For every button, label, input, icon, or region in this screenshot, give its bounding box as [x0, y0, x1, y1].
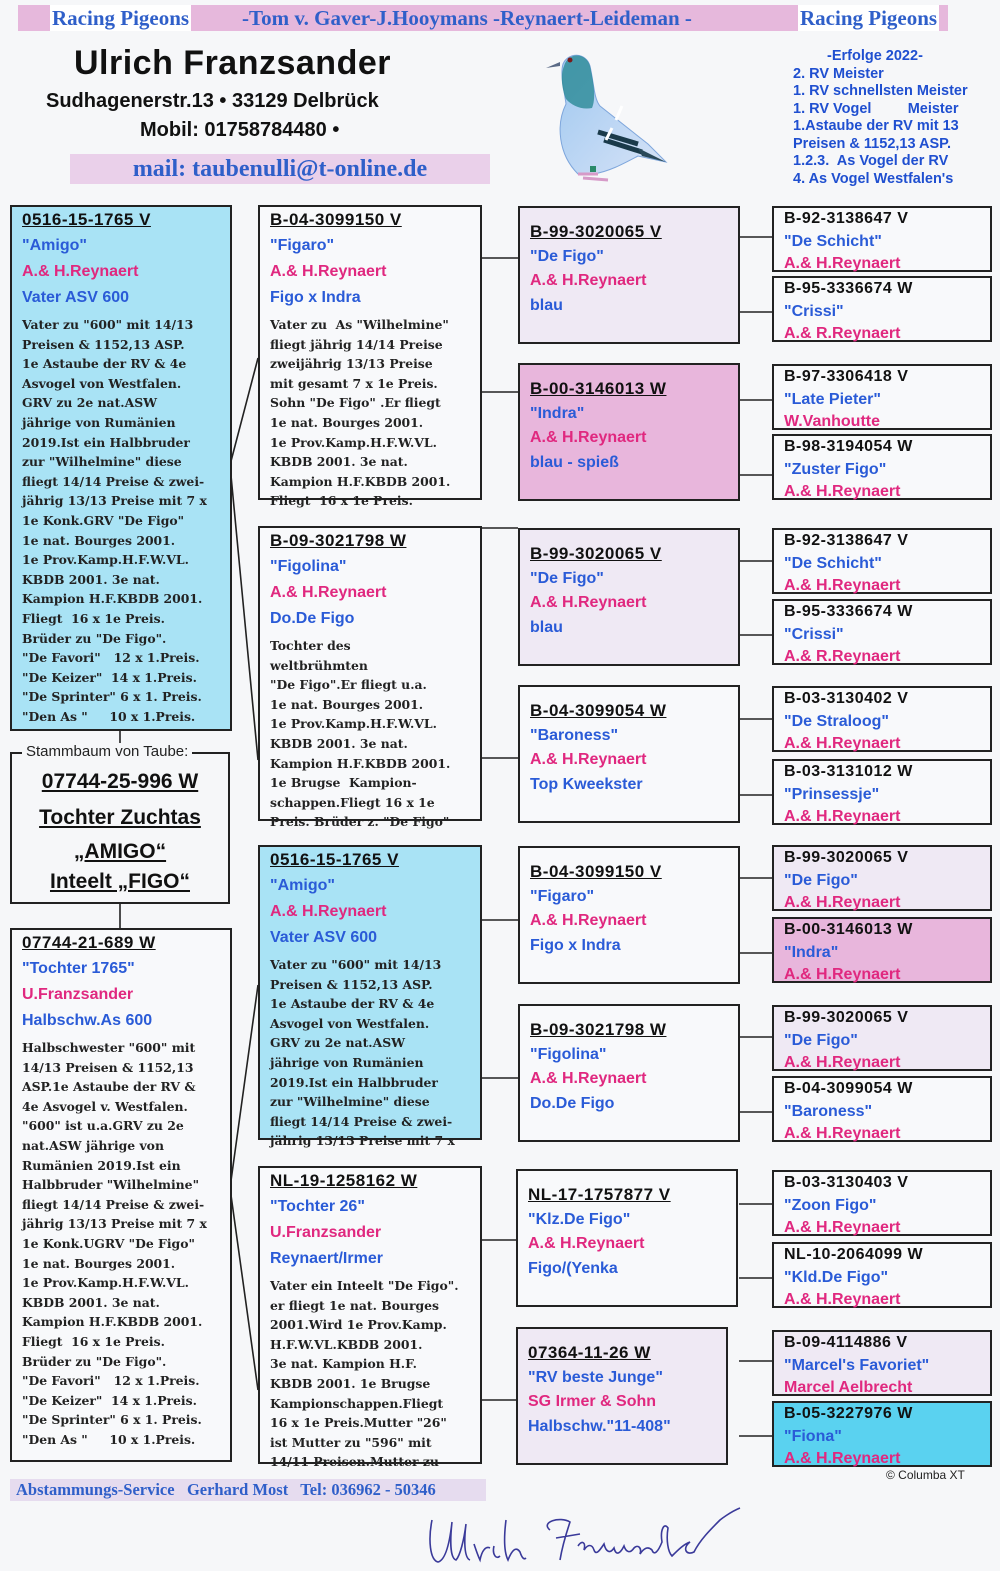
- ring-number: 07744-21-689 W: [22, 933, 156, 952]
- ring-number: 0516-15-1765 V: [22, 210, 151, 229]
- ring-number: B-99-3020065 V: [530, 222, 662, 241]
- ancestor-card[interactable]: [772, 845, 992, 911]
- ring-number: NL-17-1757877 V: [528, 1185, 671, 1204]
- breeder: A.& H.Reynaert: [270, 263, 387, 280]
- subject-line-3: Inteelt „FIGO“: [49, 870, 190, 893]
- great-grandparent-card[interactable]: [516, 1327, 728, 1465]
- performance-text: Vater zu "600" mit 14/13 Preisen & 1152,13 ASP. 1e Astaube der RV & 4e Asvogel von Westfalen. GRV zu 2e nat.ASW jährige von Rumänien 2019.Ist ein Halbbruder zur "Wilhelmine" diese fliegt 14/14 Preise & zwei- jährig 13/13 Preise mit 7 x: [270, 957, 455, 1149]
- description: Vater ASV 600: [22, 289, 130, 306]
- description: Halbschw.As 600: [22, 1012, 153, 1029]
- connector-line: [230, 985, 258, 1390]
- pigeon-name: "Klz.De Figo": [528, 1210, 631, 1228]
- pigeon-name: "Tochter 1765": [22, 960, 135, 977]
- performance-text: Tochter des weltbrühmten "De Figo".Er fliegt u.a. 1e nat. Bourges 2001. 1e Prov.Kamp.H.F.W.VL. KBDB 2001. 3e nat. Kampion H.F.KBDB 2001. 1e Brugse Kampion- schappen.Fliegt 16 x 1e Preis. Brüder z. "De Figo": [270, 638, 451, 830]
- breeder: A.& R.Reynaert: [784, 325, 901, 342]
- pigeon-name: "Indra": [784, 943, 839, 961]
- ring-number: B-03-3130403 V: [784, 1174, 909, 1191]
- breeder: A.& H.Reynaert: [528, 1235, 645, 1252]
- ancestor-card[interactable]: [772, 917, 992, 983]
- breeder: U.Franzsander: [22, 986, 134, 1003]
- sire-card[interactable]: [10, 205, 232, 731]
- breeder: A.& H.Reynaert: [784, 1291, 901, 1308]
- breeder: A.& H.Reynaert: [784, 255, 901, 272]
- ancestor-card[interactable]: [772, 599, 992, 665]
- pigeon-name: "Baroness": [784, 1102, 873, 1120]
- erfolge-item: 1.Astaube der RV mit 13: [793, 118, 959, 134]
- breeder: W.Vanhoutte: [784, 413, 880, 430]
- ring-number: B-09-3021798 W: [270, 531, 407, 550]
- ring-number: B-00-3146013 W: [530, 379, 667, 398]
- pigeon-name: "Tochter 26": [270, 1198, 365, 1215]
- ancestor-card[interactable]: [772, 364, 992, 430]
- great-grandparent-card[interactable]: [518, 846, 740, 984]
- breeder: A.& H.Reynaert: [784, 808, 901, 825]
- pigeon-name: "De Figo": [530, 569, 604, 587]
- pigeon-name: "Crissi": [784, 625, 844, 643]
- breeder: A.& H.Reynaert: [784, 1125, 901, 1142]
- pigeon-name: "De Schicht": [784, 554, 882, 572]
- description: Halbschw."11-408": [528, 1417, 671, 1435]
- pigeon-name: "Prinsessje": [784, 785, 880, 803]
- ring-number: NL-10-2064099 W: [784, 1246, 924, 1263]
- pigeon-name: "Indra": [530, 404, 585, 422]
- ring-number: B-99-3020065 V: [784, 849, 909, 866]
- pigeon-name: "Crissi": [784, 302, 844, 320]
- owner-address: Sudhagenerstr.13 • 33129 Delbrück: [46, 90, 379, 112]
- pigeon-name: "Marcel's Favoriet": [784, 1356, 930, 1374]
- great-grandparent-card[interactable]: [518, 206, 740, 344]
- pigeon-name: "Zuster Figo": [784, 460, 887, 478]
- pigeon-name: "Late Pieter": [784, 390, 881, 408]
- description: Do.De Figo: [530, 1094, 615, 1112]
- pigeon-name: "RV beste Junge": [528, 1368, 663, 1386]
- breeder: A.& H.Reynaert: [784, 483, 901, 500]
- owner-mobile: Mobil: 01758784480 •: [140, 119, 340, 141]
- breeder: A.& H.Reynaert: [530, 429, 647, 446]
- owner-name: Ulrich Franzsander: [74, 44, 391, 82]
- subject-line-2: „AMIGO“: [73, 840, 167, 863]
- grandparent-card[interactable]: [258, 1166, 482, 1470]
- erfolge-item: 1.2.3. As Vogel der RV: [793, 153, 949, 169]
- breeder: A.& H.Reynaert: [784, 966, 901, 983]
- pigeon-name: "De Figo": [530, 247, 604, 265]
- ancestor-card[interactable]: [772, 528, 992, 594]
- breeder: A.& H.Reynaert: [784, 1450, 901, 1467]
- grandparent-card[interactable]: [258, 526, 482, 830]
- signature: [420, 1500, 820, 1570]
- performance-text: Vater zu "600" mit 14/13 Preisen & 1152,13 ASP. 1e Astaube der RV & 4e Asvogel von Westfalen. GRV zu 2e nat.ASW jährige von Rumänien 2019.Ist ein Halbbruder zur "Wilhelmine" diese fliegt 14/14 Preise & zwei- jährig 13/13 Preise mit 7 x 1e Konk.GRV "De Figo" 1e nat. Bourges 2001. 1e Prov.Kamp.H.F.W.VL. KBDB 2001. 3e nat. Kampion H.F.KBDB 2001. Fliegt 16 x 1e Preis. Brüder zu "De Figo". "De Favori" 12 x 1.Preis. "De Keizer" 14 x 1.Preis. "De Sprinter" 6 x 1. Preis. "Den As " 10 x 1.Preis.: [22, 317, 207, 724]
- ancestor-card[interactable]: [772, 1005, 992, 1071]
- description: blau - spieß: [530, 453, 619, 471]
- erfolge-item: 4. As Vogel Westfalen's: [793, 170, 954, 187]
- service-footer: Abstammungs-Service Gerhard Most Tel: 036962 - 50346: [10, 1479, 486, 1501]
- breeder: A.& H.Reynaert: [530, 594, 647, 611]
- breeder: A.& H.Reynaert: [530, 912, 647, 929]
- breeder: A.& H.Reynaert: [784, 894, 901, 911]
- breeder: A.& H.Reynaert: [530, 1070, 647, 1087]
- description: Figo x Indra: [270, 289, 361, 306]
- grandparent-card[interactable]: [258, 845, 482, 1149]
- pigeon-name: "Zoon Figo": [784, 1196, 877, 1214]
- ring-number: B-04-3099054 W: [784, 1080, 913, 1097]
- erfolge-title: -Erfolge 2022-: [827, 48, 923, 64]
- description: Do.De Figo: [270, 610, 355, 627]
- ring-number: B-97-3306418 V: [784, 368, 909, 385]
- ring-number: B-09-4114886 V: [784, 1334, 908, 1351]
- description: Top Kweekster: [530, 775, 643, 793]
- description: blau: [530, 296, 563, 314]
- breeder: A.& H.Reynaert: [784, 735, 901, 752]
- breeder: SG Irmer & Sohn: [528, 1393, 657, 1410]
- pigeon-name: "De Straloog": [784, 712, 889, 730]
- pigeon-name: "Fiona": [784, 1427, 842, 1445]
- breeder: A.& H.Reynaert: [784, 1219, 901, 1236]
- erfolge-item: Preisen & 1152,13 ASP.: [793, 135, 951, 152]
- subject-label: Stammbaum von Taube:: [22, 743, 192, 760]
- ring-number: B-95-3336674 W: [784, 280, 913, 297]
- ancestor-card[interactable]: [772, 686, 992, 752]
- great-grandparent-card[interactable]: [518, 528, 740, 666]
- connector-line: [230, 358, 258, 760]
- ring-number: B-92-3138647 V: [784, 210, 909, 227]
- subject-ring: 07744-25-996 W: [41, 770, 199, 793]
- subject-card: [10, 743, 230, 904]
- breeder: A.& R.Reynaert: [784, 648, 901, 665]
- banner-right: Racing Pigeons: [800, 6, 938, 30]
- pigeon-name: "Figolina": [270, 558, 347, 575]
- erfolge-item: 1. RV schnellsten Meister: [793, 83, 968, 99]
- ring-number: B-05-3227976 W: [784, 1405, 913, 1422]
- breeder: A.& H.Reynaert: [270, 584, 387, 601]
- description: Figo/(Yenka: [528, 1259, 618, 1277]
- description: blau: [530, 618, 563, 636]
- copyright: © Columba XT: [886, 1468, 965, 1482]
- ring-number: B-99-3020065 V: [784, 1009, 909, 1026]
- performance-text: Vater ein Inteelt "De Figo". er fliegt 1e nat. Bourges 2001.Wird 1e Prov.Kamp. H.F.W.VL.KBDB 2001. 3e nat. Kampion H.F. KBDB 2001. 1e Brugse Kampionschappen.Fliegt 16 x 1e Preis.Mutter "26" ist Mutter zu "596" mit 14/11 Preisen.Mutter zu: [270, 1278, 459, 1470]
- ring-number: B-95-3336674 W: [784, 603, 913, 620]
- ancestor-card[interactable]: [772, 276, 992, 342]
- ring-number: B-04-3099150 V: [530, 862, 662, 881]
- breeder: A.& H.Reynaert: [530, 272, 647, 289]
- great-grandparent-card[interactable]: [518, 1004, 740, 1142]
- great-grandparent-card[interactable]: [518, 363, 740, 501]
- ring-number: B-03-3131012 W: [784, 763, 913, 780]
- ring-number: B-09-3021798 W: [530, 1020, 667, 1039]
- ancestor-card[interactable]: [772, 1242, 992, 1308]
- breeder: A.& H.Reynaert: [530, 751, 647, 768]
- pigeon-name: "Baroness": [530, 726, 619, 744]
- performance-text: Vater zu As "Wilhelmine" fliegt jährig 14/14 Preise zweijährig 13/13 Preise mit gesamt 7 x 1e Preis. Sohn "De Figo" .Er fliegt 1e nat. Bourges 2001. 1e Prov.Kamp.H.F.W.VL. KBDB 2001. 3e nat. Kampion H.F.KBDB 2001. Fliegt 16 x 1e Preis.: [270, 317, 451, 509]
- breeder: A.& H.Reynaert: [784, 577, 901, 594]
- ancestor-card[interactable]: [772, 759, 992, 825]
- description: Reynaert/Irmer: [270, 1250, 383, 1267]
- owner-mail[interactable]: mail: taubenulli@t-online.de: [70, 154, 490, 184]
- erfolge-item: 2. RV Meister: [793, 65, 884, 82]
- ring-number: B-03-3130402 V: [784, 690, 909, 707]
- ring-number: B-99-3020065 V: [530, 544, 662, 563]
- ring-number: NL-19-1258162 W: [270, 1171, 418, 1190]
- pigeon-name: "Kld.De Figo": [784, 1268, 889, 1286]
- breeder: U.Franzsander: [270, 1224, 382, 1241]
- breeder: A.& H.Reynaert: [784, 1054, 901, 1071]
- description: Figo x Indra: [530, 936, 621, 954]
- erfolge-item: 1. RV Vogel Meister: [793, 100, 959, 117]
- ancestor-card[interactable]: [772, 434, 992, 500]
- pigeon-name: "Amigo": [270, 877, 335, 894]
- ring-number: B-98-3194054 W: [784, 438, 913, 455]
- great-grandparent-card[interactable]: [516, 1169, 738, 1307]
- ring-number: B-00-3146013 W: [784, 921, 913, 938]
- dam-card[interactable]: [10, 928, 232, 1462]
- ring-number: B-04-3099150 V: [270, 210, 402, 229]
- pigeon-name: "Figaro": [270, 237, 335, 254]
- description: Vater ASV 600: [270, 929, 378, 946]
- ancestor-card[interactable]: [772, 206, 992, 272]
- subject-line-1: Tochter Zuchtas: [39, 806, 201, 829]
- banner-left: Racing Pigeons: [52, 6, 190, 30]
- ancestor-card[interactable]: [772, 1401, 992, 1467]
- pigeon-name: "De Figo": [784, 1031, 858, 1049]
- ancestor-card[interactable]: [772, 1330, 992, 1396]
- pigeon-name: "Amigo": [22, 237, 87, 254]
- pigeon-name: "Figaro": [530, 887, 595, 905]
- grandparent-card[interactable]: [258, 205, 482, 509]
- pigeon-name: "De Schicht": [784, 232, 882, 250]
- ring-number: 07364-11-26 W: [528, 1343, 651, 1362]
- pigeon-name: "Figolina": [530, 1045, 607, 1063]
- ancestor-card[interactable]: [772, 1170, 992, 1236]
- banner-middle: -Tom v. Gaver-J.Hooymans -Reynaert-Leideman -: [242, 6, 692, 30]
- pigeon-name: "De Figo": [784, 871, 858, 889]
- breeder: A.& H.Reynaert: [270, 903, 387, 920]
- ring-number: B-92-3138647 V: [784, 532, 909, 549]
- ring-number: 0516-15-1765 V: [270, 850, 399, 869]
- ring-number: B-04-3099054 W: [530, 701, 667, 720]
- great-grandparent-card[interactable]: [518, 685, 740, 823]
- breeder: A.& H.Reynaert: [22, 263, 139, 280]
- performance-text: Halbschwester "600" mit 14/13 Preisen & 1152,13 ASP.1e Astaube der RV & 4e Asvogel v. Westfalen. "600" ist u.a.GRV zu 2e nat.ASW jährige von Rumänien 2019.Ist ein Halbbruder "Wilhelmine" fliegt 14/14 Preise & zwei- jährig 13/13 Preise mit 7 x 1e Konk.UGRV "De Figo" 1e nat. Bourges 2001. 1e Prov.Kamp.H.F.W.VL. KBDB 2001. 3e nat. Kampion H.F.KBDB 2001. Fliegt 16 x 1e Preis. Brüder zu "De Figo". "De Favori" 12 x 1.Preis. "De Keizer" 14 x 1.Preis. "De Sprinter" 6 x 1. Preis. "Den As " 10 x 1.Preis.: [22, 1040, 207, 1447]
- breeder: Marcel Aelbrecht: [784, 1379, 913, 1396]
- ancestor-card[interactable]: [772, 1076, 992, 1142]
